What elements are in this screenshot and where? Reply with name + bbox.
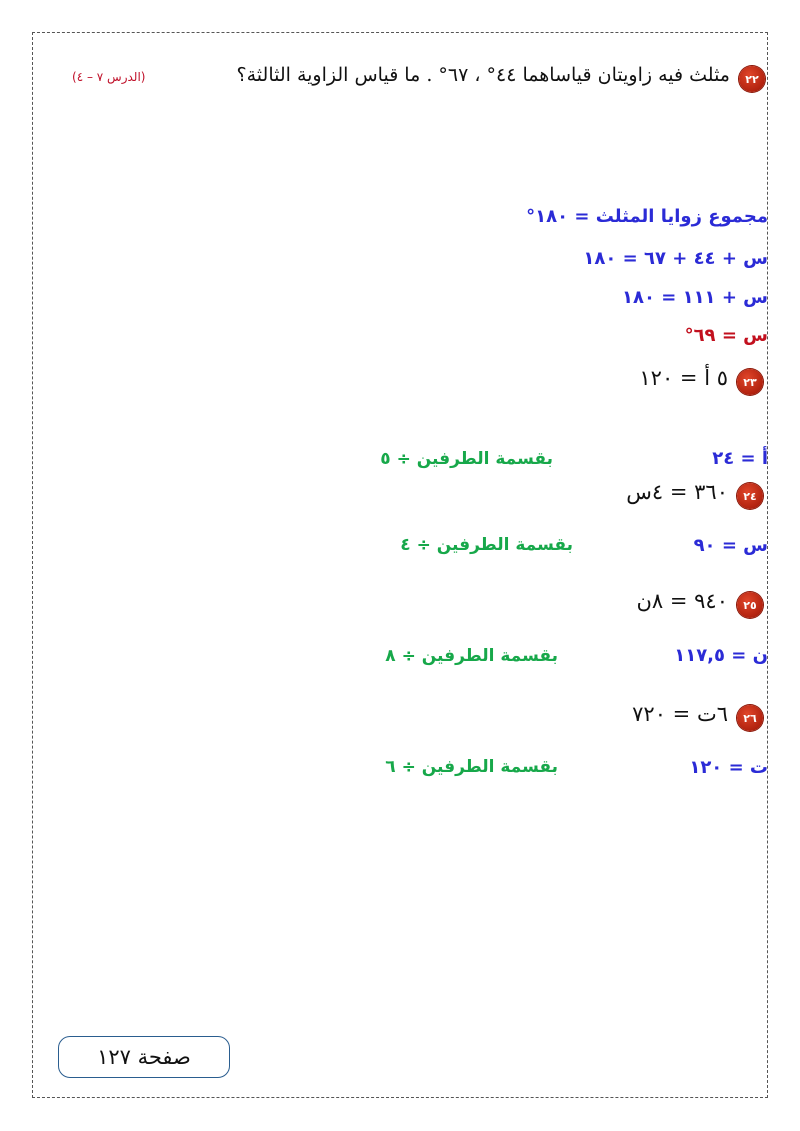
q23-result: أ = ٢٤ (712, 448, 768, 469)
q26-result: ت = ١٢٠ (689, 757, 768, 778)
q23-equation: ٥ أ = ١٢٠ (639, 366, 728, 390)
q24-result: س = ٩٠ (693, 535, 768, 556)
page-number-label: صفحة ١٢٧ (97, 1045, 191, 1069)
lesson-reference: (الدرس ٧ – ٤) (72, 70, 146, 84)
q23-note: بقسمة الطرفين ÷ ٥ (380, 449, 553, 469)
question-25-badge: ٢٥ (737, 592, 763, 618)
q26-equation: ٦ت = ٧٢٠ (632, 702, 728, 726)
question-24-badge: ٢٤ (737, 483, 763, 509)
q22-answer: س = ٦٩° (684, 325, 768, 346)
question-22-badge: ٢٢ (739, 66, 765, 92)
q24-equation: ٣٦٠ = ٤س (626, 480, 728, 504)
q22-step-2: س + ٤٤ + ٦٧ = ١٨٠ (583, 248, 768, 269)
page-number-box (58, 1036, 230, 1078)
q22-step-3: س + ١١١ = ١٨٠ (621, 287, 768, 308)
q22-step-1: مجموع زوايا المثلث = ١٨٠° (526, 206, 768, 227)
question-23-badge: ٢٣ (737, 369, 763, 395)
question-22-text: مثلث فيه زاويتان قياساهما ٤٤° ، ٦٧° . ما قياس الزاوية الثالثة؟ (236, 64, 730, 86)
q25-result: ن = ١١٧,٥ (674, 645, 768, 666)
question-26-badge: ٢٦ (737, 705, 763, 731)
page-frame (32, 32, 768, 1098)
q25-equation: ٩٤٠ = ٨ن (636, 589, 728, 613)
q25-note: بقسمة الطرفين ÷ ٨ (385, 646, 558, 666)
q26-note: بقسمة الطرفين ÷ ٦ (385, 757, 558, 777)
q24-note: بقسمة الطرفين ÷ ٤ (400, 535, 573, 555)
